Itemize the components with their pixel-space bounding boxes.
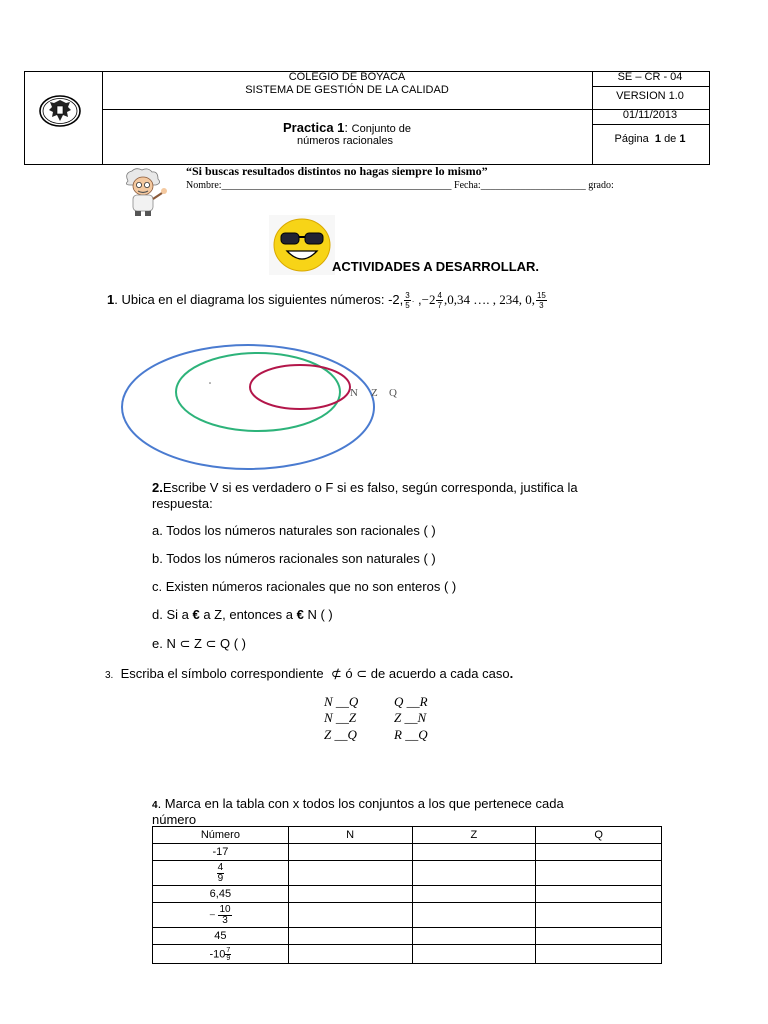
number-cell: -17 xyxy=(153,844,289,861)
table-row xyxy=(153,945,662,964)
statement-b: b. Todos los números racionales son naturales ( ) xyxy=(152,551,436,566)
mark-cell[interactable] xyxy=(288,928,412,945)
mark-cell[interactable] xyxy=(288,886,412,903)
mark-cell[interactable] xyxy=(412,844,536,861)
doc-date: 01/11/2013 xyxy=(622,109,678,121)
mark-cell[interactable] xyxy=(412,886,536,903)
school-name: COLEGIO DE BOYACA xyxy=(288,71,406,83)
einstein-cartoon-icon xyxy=(118,167,176,217)
question-3: 3. Escriba el símbolo correspondiente ⊄ ó ⊂ de acuerdo a cada caso. xyxy=(105,666,514,681)
quality-system: SISTEMA DE GESTIÓN DE LA CALIDAD xyxy=(245,84,449,96)
doc-code: SE – CR - 04 xyxy=(617,71,683,83)
mark-cell[interactable] xyxy=(412,903,536,928)
symbol-pair: Q __R xyxy=(394,694,428,709)
number-cell: 45 xyxy=(153,928,289,945)
doc-version: VERSION 1.0 xyxy=(616,90,684,102)
table-header: N xyxy=(288,827,412,844)
mark-cell[interactable] xyxy=(536,928,662,945)
number-cell: − $\frac{10}{3}$ xyxy=(153,903,289,928)
mark-cell[interactable] xyxy=(412,928,536,945)
mark-cell[interactable] xyxy=(536,886,662,903)
set-n-ellipse xyxy=(250,365,350,409)
mark-cell[interactable] xyxy=(536,903,662,928)
table-row xyxy=(153,886,662,903)
table-row xyxy=(153,928,662,945)
school-crest-logo xyxy=(37,88,83,134)
motto: “Si buscas resultados distintos no hagas siempre lo mismo” xyxy=(186,164,488,178)
mark-cell[interactable] xyxy=(536,945,662,964)
table-header: Número xyxy=(153,827,289,844)
table-header: Q xyxy=(536,827,662,844)
page-number: Página 1 de 1 xyxy=(614,133,686,145)
date-label: Fecha: xyxy=(454,180,481,191)
sets-diagram xyxy=(118,335,418,475)
table-row xyxy=(153,861,662,886)
set-z-ellipse xyxy=(176,353,340,431)
question-4: 4. Marca en la tabla con x todos los conjuntos a los que pertenece cada número xyxy=(152,796,564,827)
set-label-q: Q xyxy=(389,387,397,399)
name-field[interactable]: ______________________________________________ xyxy=(221,180,452,191)
symbol-pair: N __Z xyxy=(324,710,357,725)
number-cell: 6,45 xyxy=(153,886,289,903)
number-cell: -10 $\frac{7}{9}$ xyxy=(153,945,289,964)
mark-cell[interactable] xyxy=(288,861,412,886)
sets-table xyxy=(152,826,662,964)
statement-e: e. N ⊂ Z ⊂ Q ( ) xyxy=(152,636,247,651)
question-2-intro: 2.Escribe V si es verdadero o F si es falso, según corresponda, justifica la respuesta: xyxy=(152,480,578,511)
symbol-pair: R __Q xyxy=(394,727,428,742)
symbol-pair: N __Q xyxy=(324,694,359,709)
table-header: Z xyxy=(412,827,536,844)
mark-cell[interactable] xyxy=(412,945,536,964)
statement-c: c. Existen números racionales que no son enteros ( ) xyxy=(152,579,457,594)
sunglasses-smiley-icon xyxy=(269,215,335,275)
set-label-z: Z xyxy=(371,387,378,399)
table-row xyxy=(153,903,662,928)
practice-topic: números racionales xyxy=(297,135,393,147)
mark-cell[interactable] xyxy=(412,861,536,886)
mark-cell[interactable] xyxy=(536,861,662,886)
statement-d: d. Si a € a Z, entonces a € N ( ) xyxy=(152,607,333,622)
question-1: 1. Ubica en el diagrama los siguientes números: -2, $\frac{3}{5}$ · ,−2 $\frac{4}{7}$ ,0,34 …. , 234, 0, $\frac{15}{3}$ xyxy=(107,291,546,311)
grade-label: grado: xyxy=(588,180,614,191)
table-row xyxy=(153,844,662,861)
table-header-row xyxy=(153,827,662,844)
mark-cell[interactable] xyxy=(536,844,662,861)
mark-cell[interactable] xyxy=(288,945,412,964)
mark-cell[interactable] xyxy=(288,903,412,928)
practice-title: Practica 1: Conjunto de xyxy=(282,120,411,135)
symbol-pair: Z __Q xyxy=(324,727,357,742)
student-form-line xyxy=(186,180,614,191)
set-label-n: N xyxy=(350,387,358,399)
symbol-pair: Z __N xyxy=(394,710,427,725)
set-q-ellipse xyxy=(122,345,374,469)
activities-title: ACTIVIDADES A DESARROLLAR. xyxy=(332,259,540,274)
mark-cell[interactable] xyxy=(288,844,412,861)
date-field[interactable]: _____________________ xyxy=(480,180,586,191)
number-cell: $\frac{4}{9}$ xyxy=(153,861,289,886)
name-label: Nombre: xyxy=(186,180,222,191)
statement-a: a. Todos los números naturales son racionales ( ) xyxy=(152,523,436,538)
